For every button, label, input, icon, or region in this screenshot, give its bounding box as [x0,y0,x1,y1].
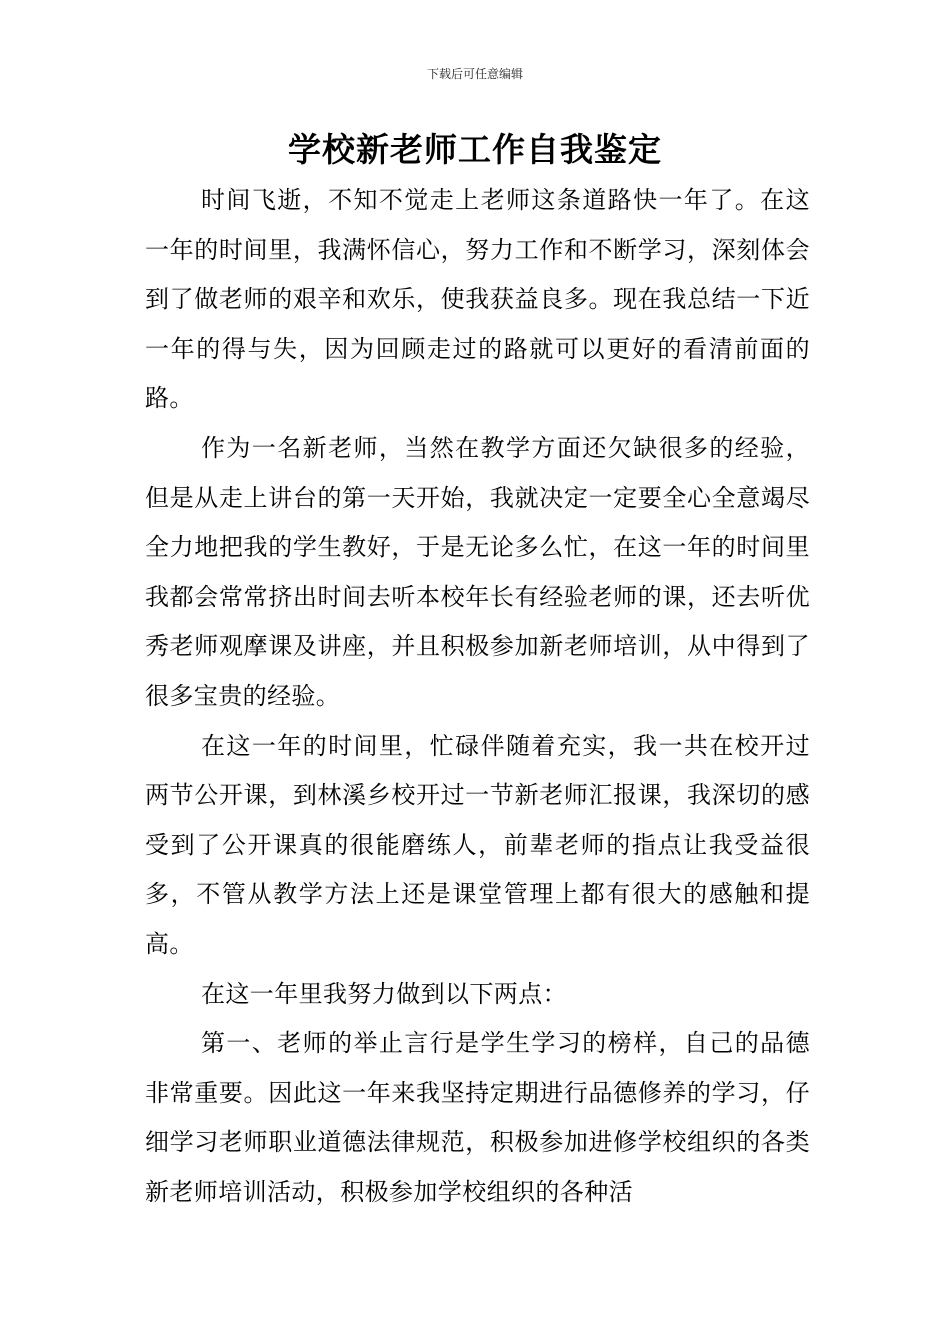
paragraph: 时间飞逝，不知不觉走上老师这条道路快一年了。在这一年的时间里，我满怀信心，努力工作和不断学习，深刻体会到了做老师的艰辛和欢乐，使我获益良多。现在我总结一下近一年的得与失，因为回顾走过的路就可以更好的看清前面的路。 [145,186,810,413]
paragraph: 在这一年里我努力做到以下两点： [201,979,567,1008]
paragraph: 作为一名新老师，当然在教学方面还欠缺很多的经验，但是从走上讲台的第一天开始，我就决定一定要全心全意竭尽全力地把我的学生教好，于是无论多么忙，在这一年的时间里我都会常常挤出时间去听本校年长有经验老师的课，还去听优秀老师观摩课及讲座，并且积极参加新老师培训，从中得到了很多宝贵的经验。 [145,433,810,710]
paragraph: 第一、老师的举止言行是学生学习的榜样，自己的品德非常重要。因此这一年来我坚持定期进行品德修养的学习，仔细学习老师职业道德法律规范，积极参加进修学校组织的各类新老师培训活动，积极参加学校组织的各种活 [145,1029,810,1206]
header-note: 下载后可任意编辑 [426,67,523,81]
document-title: 学校新老师工作自我鉴定 [288,130,662,169]
document-body [145,176,810,1217]
paragraph: 在这一年的时间里，忙碌伴随着充实，我一共在校开过两节公开课，到林溪乡校开过一节新老师汇报课，我深切的感受到了公开课真的很能磨练人，前辈老师的指点让我受益很多，不管从教学方法上还是课堂管理上都有很大的感触和提高。 [145,731,810,958]
